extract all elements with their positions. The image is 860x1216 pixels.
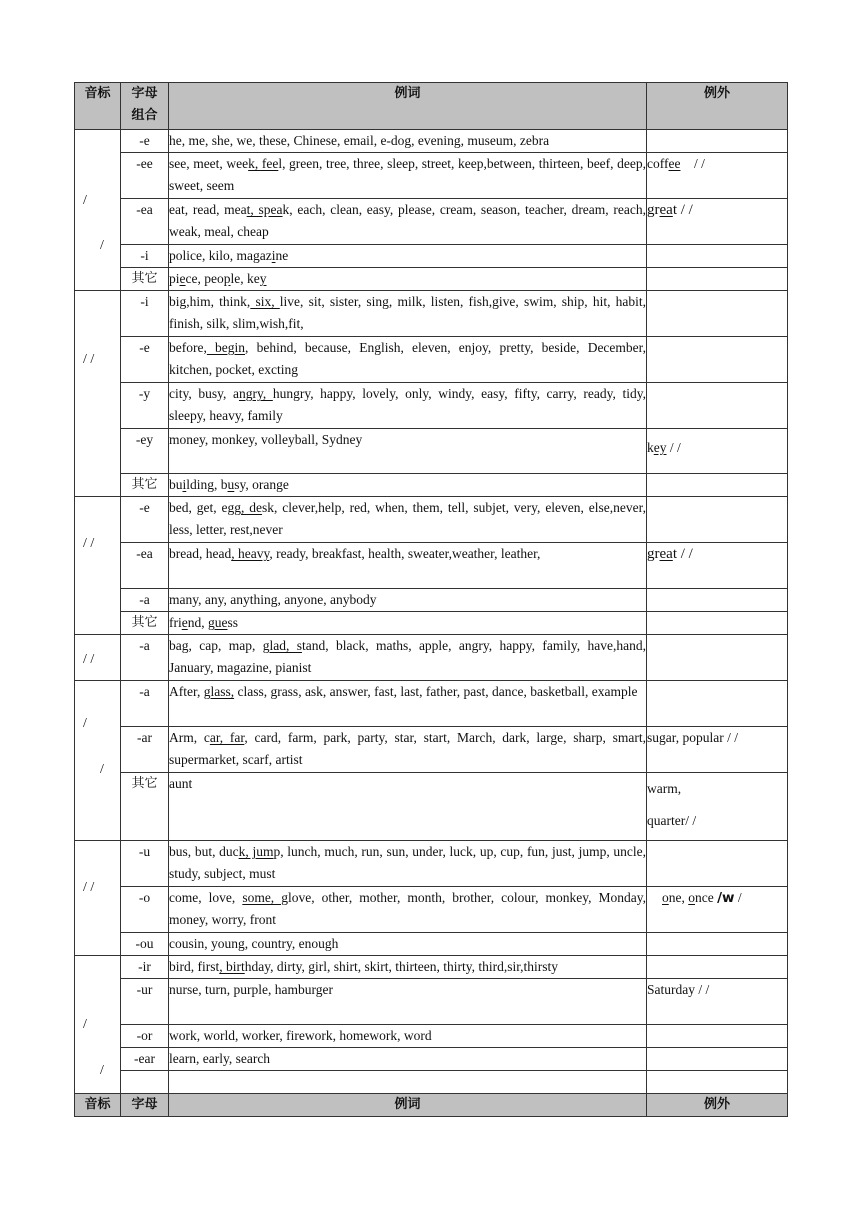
example-words: bread, head, heavy, ready, breakfast, health, sweater,weather, leather, (169, 543, 647, 589)
example-words: many, any, anything, anyone, anybody (169, 589, 647, 612)
exception-cell: coffee / / (647, 153, 788, 199)
table-row (75, 1048, 788, 1071)
letter-combination: -ear (121, 1048, 169, 1071)
example-words: bus, but, duck, jump, lunch, much, run, sun, under, luck, up, cup, fun, just, jump, uncle, study, subject, must (169, 841, 647, 887)
letter-combination: -ey (121, 429, 169, 474)
header-sym: 音标 (75, 83, 121, 130)
example-words: bed, get, egg, desk, clever,help, red, when, them, tell, subjet, very, eleven, else,never, less, letter, rest,never (169, 497, 647, 543)
example-words (169, 1071, 647, 1094)
phonetic-symbol-cell: / / (75, 291, 121, 497)
exception-cell (647, 130, 788, 153)
footer-header-row (75, 1094, 788, 1117)
letter-combination: -i (121, 291, 169, 337)
example-words: cousin, young, country, enough (169, 933, 647, 956)
letter-combination: -ea (121, 543, 169, 589)
exception-cell: key / / (647, 429, 788, 474)
letter-combination: 其它 (121, 268, 169, 291)
example-words: money, monkey, volleyball, Sydney (169, 429, 647, 474)
letter-combination: 其它 (121, 474, 169, 497)
table-row (75, 268, 788, 291)
footer-words: 例词 (169, 1094, 647, 1117)
exception-cell (647, 245, 788, 268)
letter-combination: -i (121, 245, 169, 268)
table-row (75, 497, 788, 543)
exception-cell: great / / (647, 543, 788, 589)
header-row (75, 83, 788, 130)
exception-cell (647, 933, 788, 956)
letter-combination: 其它 (121, 773, 169, 841)
table-row (75, 1071, 788, 1094)
exception-cell: great / / (647, 199, 788, 245)
exception-cell: Saturday / / (647, 979, 788, 1025)
exception-cell (647, 383, 788, 429)
exception-cell (647, 956, 788, 979)
example-words: come, love, some, glove, other, mother, month, brother, colour, monkey, Monday, money, worry, front (169, 887, 647, 933)
example-words: bag, cap, map, glad, stand, black, maths, apple, angry, happy, family, have,hand, January, magazine, pianist (169, 635, 647, 681)
exception-cell (647, 635, 788, 681)
table-row (75, 773, 788, 841)
table-row (75, 245, 788, 268)
header-words: 例词 (169, 83, 647, 130)
letter-combination: -ee (121, 153, 169, 199)
table-row (75, 153, 788, 199)
table-row (75, 933, 788, 956)
phonetic-symbol-cell: / / (75, 956, 121, 1094)
example-words: before, begin, behind, because, English, eleven, enjoy, pretty, beside, December, kitchen, pocket, excting (169, 337, 647, 383)
exception-cell: sugar, popular / / (647, 727, 788, 773)
table-row (75, 474, 788, 497)
phonics-table (74, 82, 788, 1117)
exception-cell (647, 291, 788, 337)
example-words: aunt (169, 773, 647, 841)
exception-cell: one, once /w / (647, 887, 788, 933)
example-words: friend, guess (169, 612, 647, 635)
table-row (75, 543, 788, 589)
letter-combination: -e (121, 130, 169, 153)
table-row (75, 429, 788, 474)
letter-combination: -u (121, 841, 169, 887)
table-row (75, 841, 788, 887)
footer-comb: 字母 (121, 1094, 169, 1117)
example-words: eat, read, meat, speak, each, clean, easy, please, cream, season, teacher, dream, reach, weak, meal, cheap (169, 199, 647, 245)
phonetic-symbol-cell: / / (75, 635, 121, 681)
table-row (75, 612, 788, 635)
example-words: big,him, think, six, live, sit, sister, sing, milk, listen, fish,give, swim, ship, hit, habit, finish, silk, slim,wish,fit, (169, 291, 647, 337)
table-row (75, 337, 788, 383)
example-words: nurse, turn, purple, hamburger (169, 979, 647, 1025)
table-row (75, 291, 788, 337)
table-row (75, 1025, 788, 1048)
table-row (75, 956, 788, 979)
example-words: Arm, car, far, card, farm, park, party, star, start, March, dark, large, sharp, smart, supermarket, scarf, artist (169, 727, 647, 773)
letter-combination: -ar (121, 727, 169, 773)
table-row (75, 383, 788, 429)
letter-combination (121, 1071, 169, 1094)
exception-cell (647, 337, 788, 383)
footer-sym: 音标 (75, 1094, 121, 1117)
example-words: bird, first, birthday, dirty, girl, shirt, skirt, thirteen, thirty, third,sir,thirsty (169, 956, 647, 979)
table-row (75, 199, 788, 245)
table-row (75, 681, 788, 727)
table-row (75, 130, 788, 153)
table-row (75, 589, 788, 612)
example-words: he, me, she, we, these, Chinese, email, e-dog, evening, museum, zebra (169, 130, 647, 153)
header-comb: 字母 组合 (121, 83, 169, 130)
table-row (75, 635, 788, 681)
exception-cell (647, 681, 788, 727)
exception-cell (647, 497, 788, 543)
phonetic-symbol-cell: / / (75, 497, 121, 635)
letter-combination: 其它 (121, 612, 169, 635)
example-words: After, glass, class, grass, ask, answer, fast, last, father, past, dance, basketball, example (169, 681, 647, 727)
header-exc: 例外 (647, 83, 788, 130)
exception-cell (647, 1071, 788, 1094)
phonetic-symbol-cell: / / (75, 681, 121, 841)
example-words: work, world, worker, firework, homework, word (169, 1025, 647, 1048)
letter-combination: -a (121, 681, 169, 727)
phonetic-symbol-cell: / / (75, 130, 121, 291)
phonetic-symbol-cell: / / (75, 841, 121, 956)
exception-cell (647, 1048, 788, 1071)
exception-cell (647, 268, 788, 291)
exception-cell (647, 841, 788, 887)
letter-combination: -a (121, 635, 169, 681)
letter-combination: -y (121, 383, 169, 429)
footer-exc: 例外 (647, 1094, 788, 1117)
letter-combination: -ou (121, 933, 169, 956)
exception-cell (647, 1025, 788, 1048)
table-row (75, 979, 788, 1025)
letter-combination: -ir (121, 956, 169, 979)
example-words: learn, early, search (169, 1048, 647, 1071)
letter-combination: -o (121, 887, 169, 933)
exception-cell (647, 589, 788, 612)
letter-combination: -ur (121, 979, 169, 1025)
letter-combination: -e (121, 337, 169, 383)
example-words: see, meet, week, feel, green, tree, three, sleep, street, keep,between, thirteen, beef, deep, sweet, seem (169, 153, 647, 199)
table-row (75, 887, 788, 933)
letter-combination: -ea (121, 199, 169, 245)
example-words: building, busy, orange (169, 474, 647, 497)
letter-combination: -or (121, 1025, 169, 1048)
exception-cell (647, 612, 788, 635)
exception-cell: warm, quarter/ / (647, 773, 788, 841)
letter-combination: -a (121, 589, 169, 612)
letter-combination: -e (121, 497, 169, 543)
example-words: piece, people, key (169, 268, 647, 291)
example-words: police, kilo, magazine (169, 245, 647, 268)
table-row (75, 727, 788, 773)
example-words: city, busy, angry, hungry, happy, lovely, only, windy, easy, fifty, carry, ready, tidy, sleepy, heavy, family (169, 383, 647, 429)
exception-cell (647, 474, 788, 497)
